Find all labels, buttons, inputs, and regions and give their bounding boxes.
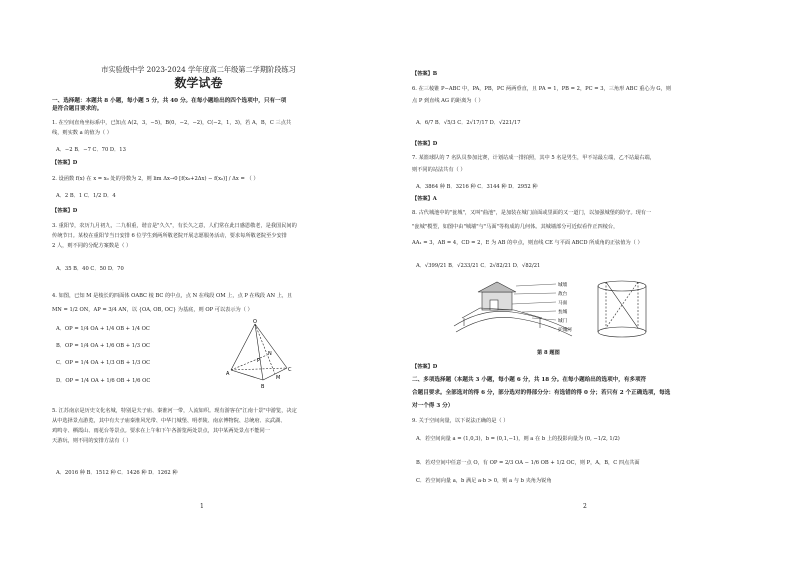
fortress-figure (452, 278, 602, 340)
fig8-label-5: 护城河 (558, 328, 572, 333)
fig8-label-3: 瓮城 (558, 310, 568, 315)
q9-text: 9. 关于空间向量，以下说法正确的是（ ） (412, 418, 509, 424)
section1-heading-cont: 是符合题目要求的。 (52, 106, 103, 112)
q1-text: 1. 在空间直角坐标系中，已知点 A(2，3，−5)，B(0，−2，−2)，C(−2，1，3)，若 A，B，C 三点共 (52, 120, 292, 126)
q8-answer: 【答案】D (412, 364, 438, 370)
q1-options: A．−2 B．−7 C．70 D．13 (56, 147, 126, 153)
q1-answer: 【答案】D (52, 160, 78, 166)
q7-text-cont: 则不同的站法共有（ ） (412, 167, 466, 173)
q9-option-b: B．若对空间中任意一点 O，有 OP = 2/3 OA − 1/6 OB + 1/2 OC，则 P，A，B，C 四点共面 (416, 460, 640, 466)
section2-heading: 二、多项选择题（本题共 3 小题，每小题 6 分，共 18 分。在每小题给出的选项中，有多项符 (412, 377, 647, 383)
q2-text: 2. 设函数 f(x) 在 x = x₀ 处的导数为 2，则 lim Δx→0 [f(x₀+2Δx) − f(x₀)] / Δx = （ ） (52, 176, 259, 182)
tetrahedron-figure (225, 318, 295, 390)
q4-option-d: D．OP = 1/4 OA + 1/6 OB + 1/6 OC (56, 378, 151, 384)
fig8-label-2: 马面 (558, 301, 568, 306)
label-p: P (257, 358, 261, 364)
q3-options: A．35 B．40 C．50 D．70 (56, 266, 124, 272)
label-c: C (288, 367, 292, 373)
label-a: A (226, 371, 230, 377)
q4-option-c: C．OP = 1/4 OA + 1/3 OB + 1/3 OC (56, 360, 151, 366)
q7-options: A．3864 种 B．3216 种 C．3144 种 D．2952 种 (416, 184, 538, 190)
page-number-right: 2 (583, 503, 587, 510)
label-o: O (253, 319, 257, 325)
q3-text-cont: 传统节日。某校在重阳节当日安排 6 位学生到两所敬老院开展志愿服务活动，要求每所敬老院至少安排 (52, 233, 287, 239)
q4-option-b: B．OP = 1/4 OA + 1/6 OB + 1/3 OC (56, 343, 150, 349)
q6-text-cont: 点 P 到直线 AG 的距离为（ ） (412, 98, 484, 104)
q8-text-cont2: AA₁ = 3，AB = 4，CD = 2，E 为 AB 的中点，则直线 CE 与平面 ABCD 所成角的正弦值为（ ） (412, 240, 643, 246)
section2-heading-cont2: 对一个得 3 分） (412, 403, 454, 409)
frustum-figure (592, 276, 652, 346)
subject-title: 数学试卷 (174, 76, 223, 90)
q7-answer: 【答案】A (412, 196, 437, 202)
q6-options: A．6/7 B．√5/3 C．2√17/17 D．√221/17 (416, 120, 521, 126)
q5-options: A．2016 种 B．1512 种 C．1426 种 D．1262 种 (56, 470, 178, 476)
q3-text-cont2: 2 人，则不同的分配方案数是（ ） (52, 243, 132, 249)
label-b: B (261, 384, 265, 390)
q5-text-cont: 从中选择景点游览，其中有夫子庙秦淮风光带、中华门城堡、明孝陵、南京博物院、总统府、玄武湖、 (52, 418, 286, 424)
q4-text-cont: MN = 1/2 ON，AP = 3/4 AN，以 {OA, OB, OC} 为基底，则 OP 可以表示为（ ） (52, 307, 253, 313)
q4-option-a: A．OP = 1/4 OA + 1/4 OB + 1/4 OC (56, 326, 150, 332)
q9-option-a: A．若空间向量 a = (1,0,3)，b = (0,1,−1)，则 a 在 b 上的投影向量为 (0, −1/2, 1/2) (416, 436, 620, 442)
section2-heading-cont: 合题目要求。全部选对的得 6 分，部分选对的得部分分：有选错的得 0 分；若只有 2 个正确选项，每选 (412, 390, 671, 396)
fig8-caption: 第 8 题图 (537, 350, 560, 356)
q5-text-cont3: 天游玩，则不同的安排方法有（ ） (52, 438, 132, 444)
page-number: 1 (200, 503, 204, 510)
right-page (397, 0, 794, 561)
q8-options: A．√399/21 B．√233/21 C．2√82/21 D．√82/21 (416, 263, 541, 269)
q9-option-c: C．若空间向量 a，b 满足 a·b > 0，则 a 与 b 夹角为锐角 (416, 478, 552, 484)
q2-answer: 【答案】D (52, 208, 78, 214)
top-answer: 【答案】B (412, 71, 438, 77)
q8-text: 8. 古代城池中的"瓮城"，又叫"曲池"，是加装在城门前面或里面的又一道门，以加强城堡的防守。现有一 (412, 210, 652, 216)
school-title: 市实验级中学 2023-2024 学年度高二年级第二学期阶段练习 (101, 65, 296, 74)
q5-text: 5. 江苏南京是历史文化名城，特别是夫子庙、秦淮河一带，人流如织。现有游客在"江南十景"中游览，决定 (52, 408, 297, 414)
fig8-label-1: 敌台 (558, 292, 568, 297)
section1-heading: 一、选择题：本题共 8 小题，每小题 5 分，共 40 分。在每小题给出的四个选项中，只有一项 (52, 98, 287, 104)
q3-text: 3. 重阳节，农历九月初九，二九相重，谐音是"久久"，有长久之意，人们常在此日感恩敬老，是我国民间的 (52, 223, 297, 229)
q4-text: 4. 如图，已知 M 是棱长的四面体 OABC 棱 BC 的中点，点 N 在线段 OM 上，点 P 在线段 AN 上，且 (52, 293, 293, 299)
fig8-label-0: 城墙 (558, 283, 568, 288)
q6-text: 6. 在三棱锥 P−ABC 中，PA，PB，PC 两两垂直，且 PA = 1，PB = 2，PC = 3，三角形 ABC 重心为 G，则 (412, 86, 671, 92)
label-m: M (276, 375, 281, 381)
q8-text-cont: "瓮城"模型，如图中由"城墙"与"马面"等构成的几何体。其城墙部分可近似看作正四棱台， (412, 224, 619, 230)
q7-text: 7. 某篮球队的 7 名队员参加比赛，计划站成一排拍照，其中 5 名是男生，甲不站最左端，乙不站最右端， (412, 155, 655, 161)
q5-text-cont2: 鸡鸣寺、栖霞山、雨花台等景点。要求在上午和下午各游览两处景点，其中某两处景点不能同一 (52, 428, 270, 434)
q2-options: A．2 B．1 C．1/2 D．4 (56, 193, 116, 199)
label-n: N (268, 351, 272, 357)
fig8-label-4: 城门 (558, 319, 568, 324)
q1-text-cont: 线，则实数 a 的值为（ ） (52, 130, 112, 136)
q6-answer: 【答案】D (412, 141, 438, 147)
